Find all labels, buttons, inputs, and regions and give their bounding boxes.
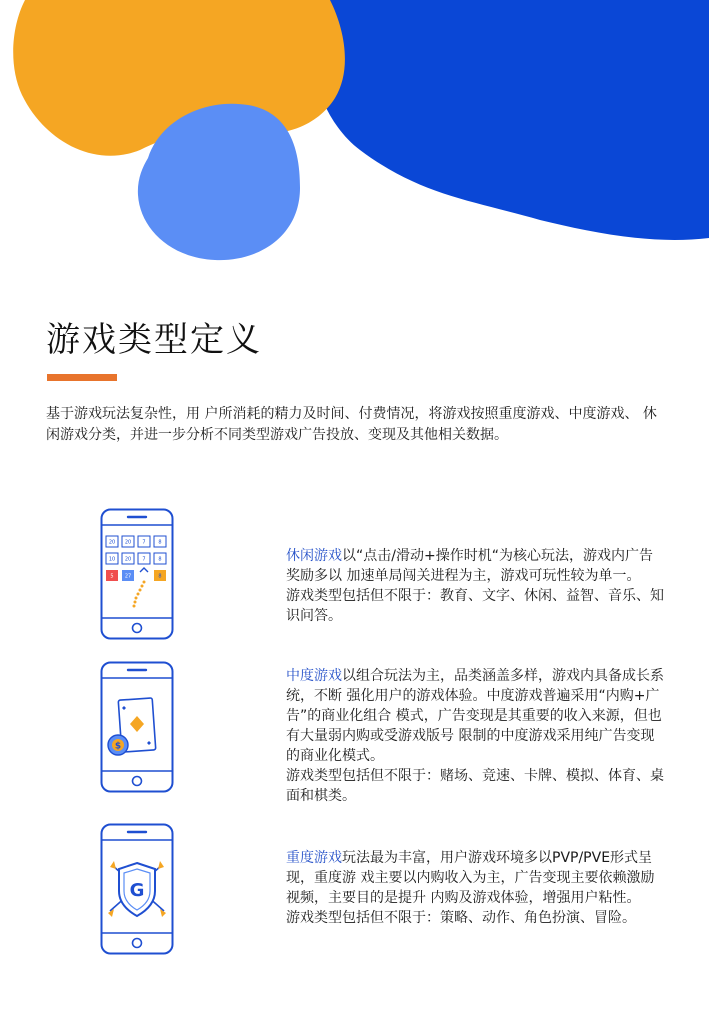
grid-number: 20 <box>108 539 116 546</box>
casual-game-highlight: 休闲游戏 <box>286 548 342 564</box>
grid-number: 20 <box>124 556 132 563</box>
mid-game-types: 游戏类型包括但不限于：赌场、竞速、卡牌、模拟、体育、桌面和棋类。 <box>286 768 664 804</box>
mid-game-highlight: 中度游戏 <box>286 668 342 684</box>
heavy-game-description <box>286 848 666 908</box>
grid-number: 8 <box>158 539 162 546</box>
page-title: 游戏类型定义 <box>46 320 262 360</box>
mid-game-description <box>286 666 666 766</box>
casual-game-types: 游戏类型包括但不限于：教育、文字、休闲、益智、音乐、知识问答。 <box>286 588 664 624</box>
heavy-game-highlight: 重度游戏 <box>286 850 342 866</box>
heavy-game-desc-text: 玩法最为丰富，用户游戏环境多以PVP/PVE形式呈现，重度游 戏主要以内购收入为主，广告变现主要依赖激励视频，主要目的是提升 内购及游戏体验，增强用户粘性。 <box>286 850 655 906</box>
heavy-game-phone-icon <box>100 823 174 955</box>
grid-number: 8 <box>158 556 162 563</box>
casual-game-phone-icon <box>100 508 174 640</box>
blue-blob-shape <box>300 0 709 240</box>
heavy-game-types: 游戏类型包括但不限于：策略、动作、角色扮演、冒险。 <box>286 910 636 926</box>
casual-game-section <box>286 546 666 626</box>
intro-paragraph: 基于游戏玩法复杂性，用 户所消耗的精力及时间、付费情况，将游戏按照重度游戏、中度游戏、 休闲游戏分类，并进一步分析不同类型游戏广告投放、变现及其他相关数据。 <box>46 406 657 443</box>
heavy-game-section <box>286 848 666 928</box>
chip-symbol: $ <box>114 741 122 752</box>
shield-letter: G <box>129 880 145 901</box>
mid-game-section <box>286 666 666 806</box>
casual-game-description <box>286 546 666 586</box>
title-underline <box>47 374 117 381</box>
mid-game-desc-text: 以组合玩法为主，品类涵盖多样，游戏内具备成长系统，不断 强化用户的游戏体验。中度游戏普遍采用“内购+广告”的商业化组合 模式，广告变现是其重要的收入来源，但也有大量弱内购或受游戏版号 限制的中度游戏采用纯广告变现的商业化模式。 <box>286 668 664 764</box>
grid-number: 27 <box>124 573 132 580</box>
mid-game-phone-icon <box>100 661 174 793</box>
grid-number: 5 <box>110 573 114 580</box>
header-decoration <box>0 0 709 270</box>
casual-game-desc-text: 以“点击/滑动+操作时机“为核心玩法，游戏内广告奖励多以 加速单局闯关进程为主，游戏可玩性较为单一。 <box>286 548 653 584</box>
grid-number: 7 <box>142 556 146 563</box>
grid-number: 20 <box>124 539 132 546</box>
grid-number: 7 <box>142 539 146 546</box>
grid-number: 8 <box>158 573 162 580</box>
grid-number: 10 <box>108 556 116 563</box>
